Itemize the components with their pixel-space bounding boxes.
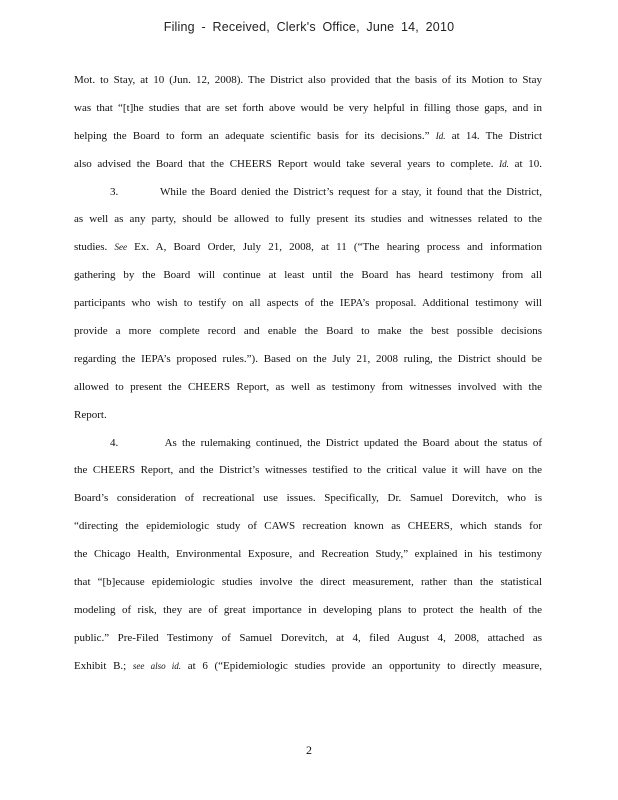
text-segment: regarding the IEPA’s proposed rules.”). Based on the July 21, 2008 ruling, the District should be: [74, 352, 542, 365]
text-line: [74, 67, 542, 95]
text-line: [74, 151, 542, 179]
text-segment: “directing the epidemiologic study of CAWS recreation known as CHEERS, which stands for: [74, 520, 542, 533]
text-segment: Ex. A, Board Order, July 21, 2008, at 11 (“The hearing process and information: [126, 241, 543, 254]
citation-signal: see also id.: [132, 660, 182, 671]
text-segment: at 6 (“Epidemiologic studies provide an opportunity to directly measure,: [181, 659, 543, 672]
text-segment: at 10.: [508, 157, 542, 170]
text-line: [74, 597, 542, 625]
text-line: [74, 206, 542, 234]
citation-signal: Id.: [435, 130, 446, 141]
page-number: 2: [306, 743, 312, 757]
text-segment: allowed to present the CHEERS Report, as well as testimony from witnesses involved with the: [74, 380, 542, 393]
text-segment: Exhibit B.;: [74, 659, 133, 672]
text-segment: at 14. The District: [445, 129, 542, 142]
text-segment: as well as any party, should be allowed to fully present its studies and witnesses related to the: [74, 213, 542, 226]
text-segment: 3. While the Board denied the District’s request for a stay, it found that the District,: [110, 185, 542, 198]
text-line: [74, 374, 542, 402]
text-segment: provide a more complete record and enable the Board to make the best possible decisions: [74, 325, 542, 338]
text-line: [74, 95, 542, 123]
text-line: [74, 653, 542, 681]
text-line: [74, 513, 542, 541]
text-segment: Board’s consideration of recreational use issues. Specifically, Dr. Samuel Dorevitch, who is: [74, 492, 542, 505]
text-segment: public.” Pre-Filed Testimony of Samuel Dorevitch, at 4, filed August 4, 2008, attached as: [74, 631, 542, 644]
text-segment: helping the Board to form an adequate scientific basis for its decisions.”: [74, 129, 436, 142]
text-line: [74, 402, 542, 430]
text-segment: 4. As the rulemaking continued, the District updated the Board about the status of: [110, 436, 542, 449]
text-line: [74, 179, 542, 207]
text-line: [74, 346, 542, 374]
text-line: [74, 123, 542, 151]
text-line: [74, 569, 542, 597]
text-segment: modeling of risk, they are of great importance in developing plans to protect the health of the: [74, 603, 542, 616]
text-segment: participants who wish to testify on all aspects of the IEPA’s proposal. Additional testimony will: [74, 297, 542, 310]
text-segment: the CHEERS Report, and the District’s witnesses testified to the critical value it will have on the: [74, 464, 542, 477]
text-line: [74, 430, 542, 458]
text-line: [74, 262, 542, 290]
text-line: [74, 290, 542, 318]
text-segment: Mot. to Stay, at 10 (Jun. 12, 2008). The District also provided that the basis of its Motion to Stay: [74, 74, 542, 86]
text-line: [74, 625, 542, 653]
body-text: [74, 67, 542, 681]
text-line: [74, 485, 542, 513]
citation-signal: See: [114, 242, 127, 253]
text-line: [74, 318, 542, 346]
text-segment: studies.: [74, 241, 115, 254]
text-segment: the Chicago Health, Environmental Exposure, and Recreation Study,” explained in his testimony: [74, 548, 542, 561]
text-segment: that “[b]ecause epidemiologic studies involve the direct measurement, rather than the statistical: [74, 576, 542, 589]
text-segment: gathering by the Board will continue at least until the Board has heard testimony from all: [74, 269, 542, 282]
text-segment: Report.: [74, 408, 107, 421]
text-line: [74, 541, 542, 569]
text-line: [74, 234, 542, 262]
citation-signal: Id.: [499, 158, 509, 169]
text-segment: also advised the Board that the CHEERS Report would take several years to complete.: [74, 157, 500, 170]
text-segment: was that “[t]he studies that are set forth above would be very helpful in filling those gaps, and in: [74, 101, 542, 114]
text-line: [74, 457, 542, 485]
filing-stamp-header: Filing - Received, Clerk's Office, June 14, 2010: [163, 20, 455, 34]
